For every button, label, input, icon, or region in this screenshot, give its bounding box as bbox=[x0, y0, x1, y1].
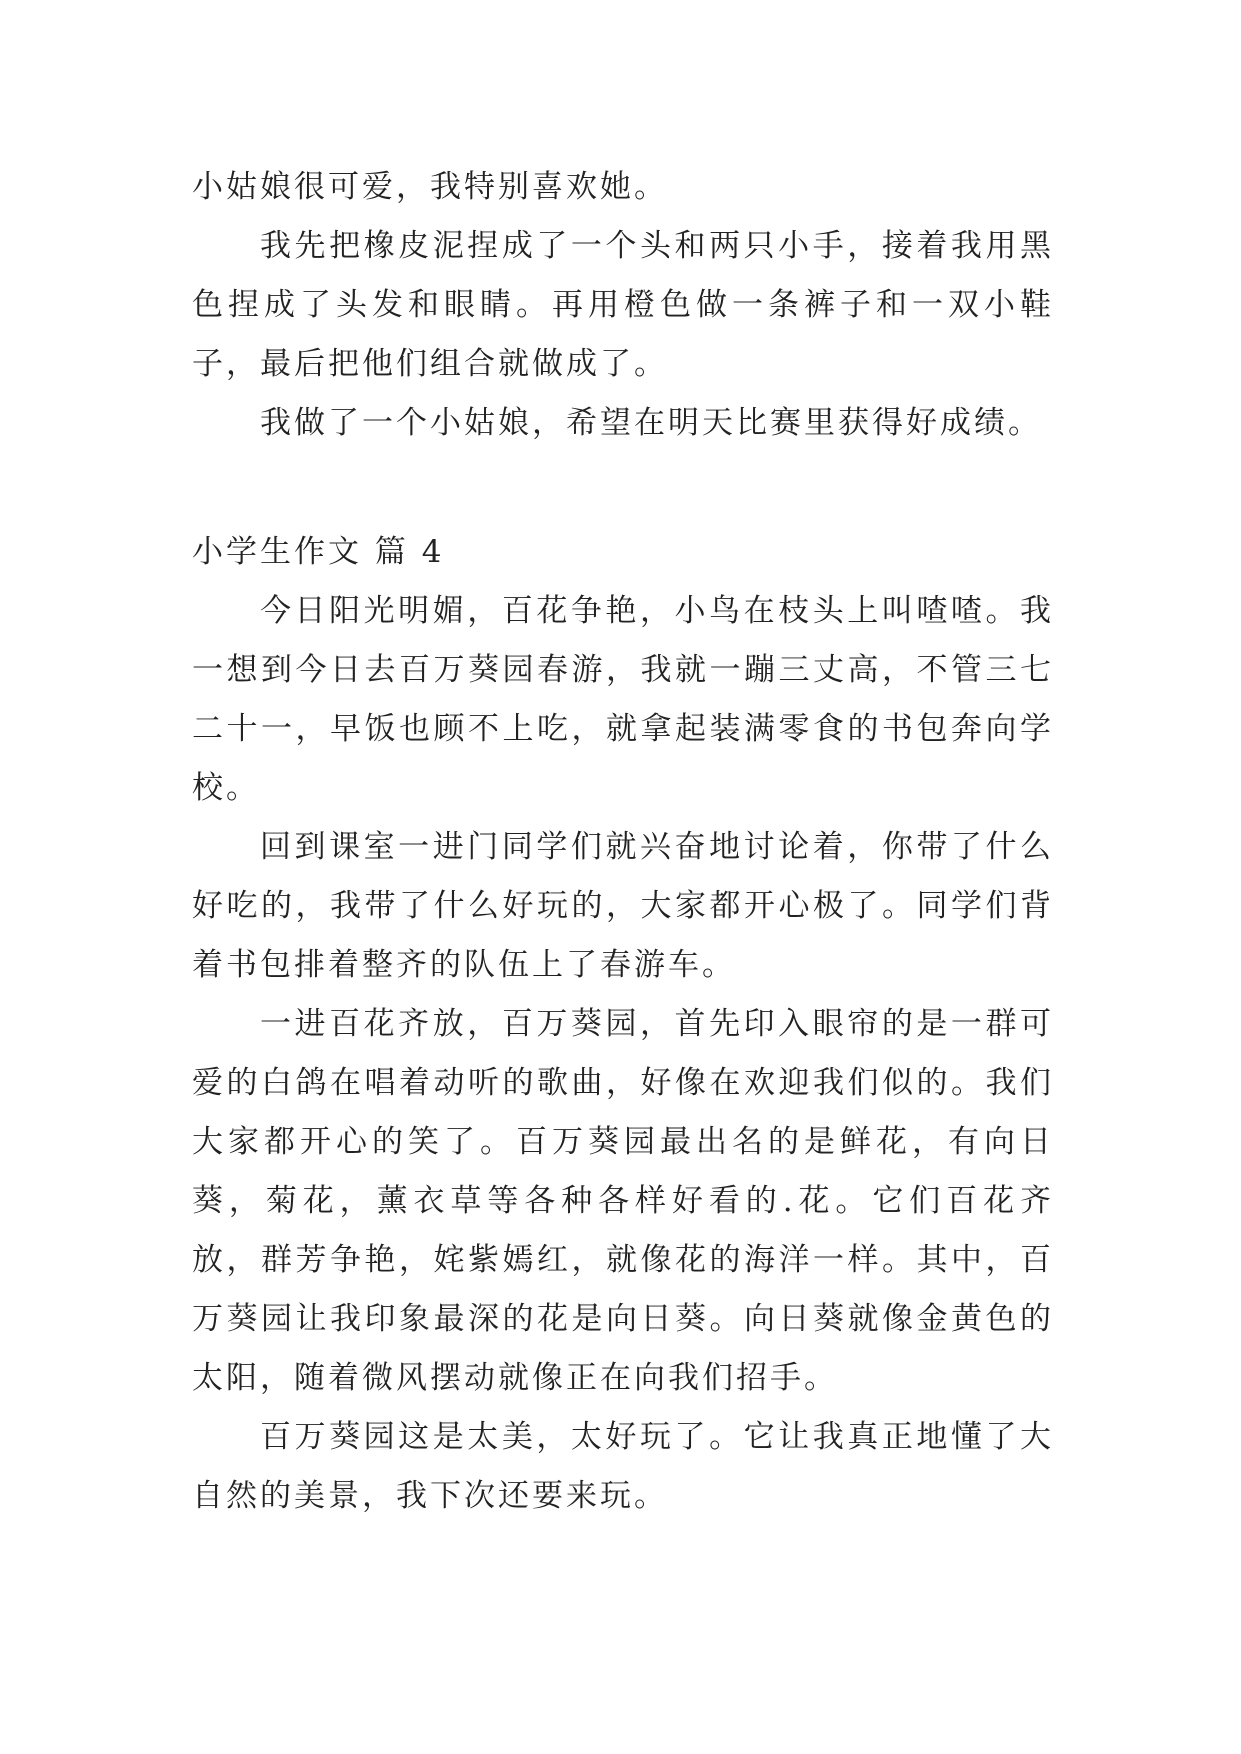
paragraph: 一进百花齐放，百万葵园，首先印入眼帘的是一群可爱的白鸽在唱着动听的歌曲，好像在欢迎我们似的。我们大家都开心的笑了。百万葵园最出名的是鲜花，有向日葵，菊花，薰衣草等各种各样好看的.花。它们百花齐放，群芳争艳，姹紫嫣红，就像花的海洋一样。其中，百万葵园让我印象最深的花是向日葵。向日葵就像金黄色的太阳，随着微风摆动就像正在向我们招手。 bbox=[192, 1006, 1054, 1396]
document-body bbox=[192, 158, 1054, 1526]
section-title: 小学生作文 篇 4 bbox=[192, 534, 445, 570]
paragraph: 百万葵园这是太美，太好玩了。它让我真正地懂了大自然的美景，我下次还要来玩。 bbox=[192, 1419, 1054, 1514]
paragraph: 我做了一个小姑娘，希望在明天比赛里获得好成绩。 bbox=[260, 405, 1042, 441]
paragraph: 今日阳光明媚，百花争艳，小鸟在枝头上叫喳喳。我一想到今日去百万葵园春游，我就一蹦三丈高，不管三七二十一，早饭也顾不上吃，就拿起装满零食的书包奔向学校。 bbox=[192, 593, 1054, 806]
paragraph: 我先把橡皮泥捏成了一个头和两只小手，接着我用黑色捏成了头发和眼睛。再用橙色做一条裤子和一双小鞋子，最后把他们组合就做成了。 bbox=[192, 228, 1054, 382]
paragraph-continuation: 小姑娘很可爱，我特别喜欢她。 bbox=[192, 169, 668, 205]
paragraph: 回到课室一进门同学们就兴奋地讨论着，你带了什么好吃的，我带了什么好玩的，大家都开心极了。同学们背着书包排着整齐的队伍上了春游车。 bbox=[192, 829, 1054, 983]
